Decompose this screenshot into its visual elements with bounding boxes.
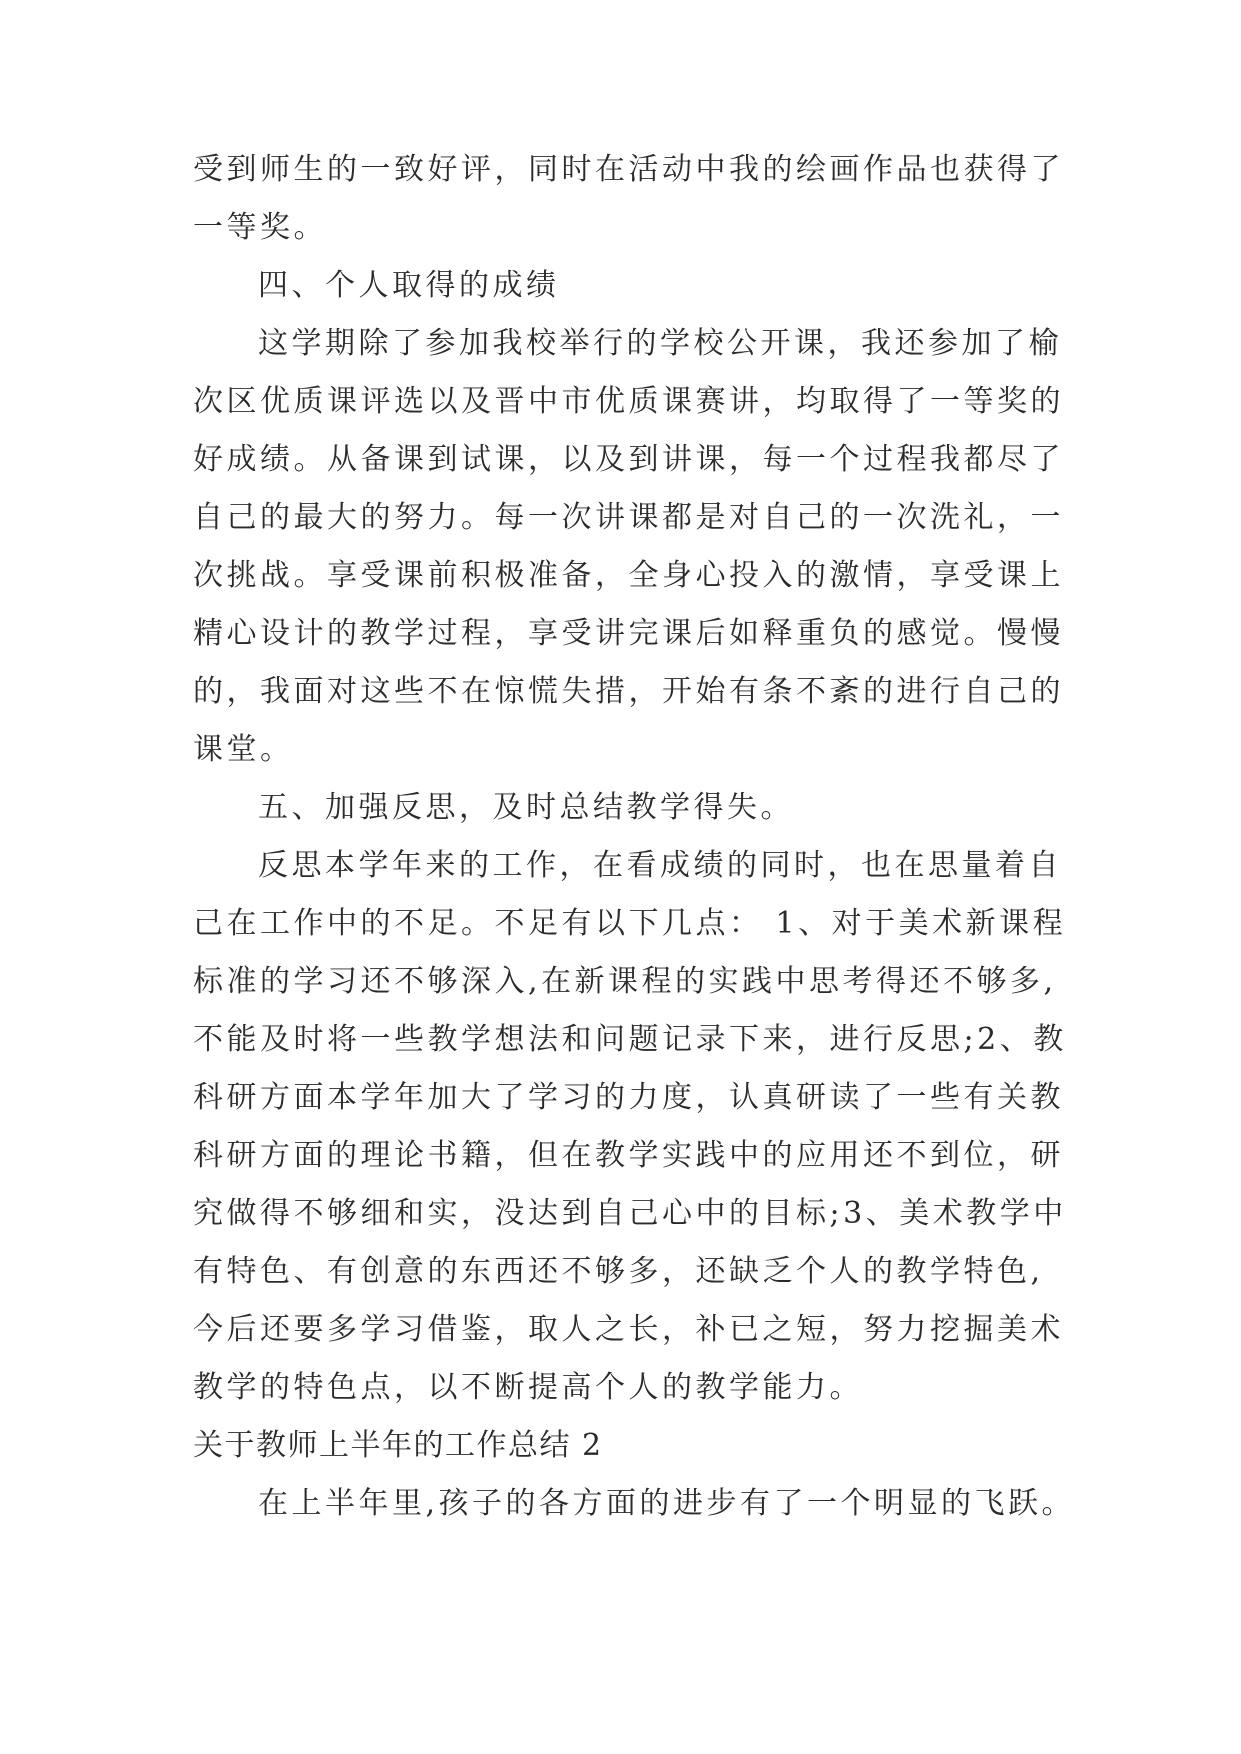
paragraph-line: 的，我面对这些不在惊慌失措，开始有条不紊的进行自己的 bbox=[193, 674, 1064, 709]
paragraph-line: 反思本学年来的工作，在看成绩的同时，也在思量着自 bbox=[258, 848, 1062, 883]
paragraph-line: 有特色、有创意的东西还不够多，还缺乏个人的教学特色, bbox=[193, 1254, 1044, 1289]
paragraph-line: 教学的特色点，以不断提高个人的教学能力。 bbox=[193, 1370, 863, 1405]
paragraph-line: 科研方面本学年加大了学习的力度，认真研读了一些有关教 bbox=[193, 1080, 1064, 1115]
paragraph-line: 在上半年里,孩子的各方面的进步有了一个明显的飞跃。 bbox=[258, 1486, 1076, 1521]
paragraph-line: 己在工作中的不足。不足有以下几点： 1、对于美术新课程 bbox=[193, 906, 1067, 941]
section-heading-4: 四、个人取得的成绩 bbox=[258, 268, 560, 303]
paragraph-line: 究做得不够细和实，没达到自己心中的目标;3、美术教学中 bbox=[193, 1196, 1067, 1231]
paragraph-line: 这学期除了参加我校举行的学校公开课，我还参加了榆 bbox=[258, 326, 1062, 361]
paragraph-line: 自己的最大的努力。每一次讲课都是对自己的一次洗礼，一 bbox=[193, 500, 1064, 535]
paragraph-line: 标准的学习还不够深入,在新课程的实践中思考得还不够多, bbox=[193, 964, 1057, 999]
paragraph-line: 好成绩。从备课到试课，以及到讲课，每一个过程我都尽了 bbox=[193, 442, 1064, 477]
paragraph-line: 不能及时将一些教学想法和问题记录下来，进行反思;2、教 bbox=[193, 1022, 1067, 1057]
paragraph-line: 科研方面的理论书籍，但在教学实践中的应用还不到位，研 bbox=[193, 1138, 1064, 1173]
document-title: 关于教师上半年的工作总结 2 bbox=[193, 1428, 603, 1463]
paragraph-line: 次挑战。享受课前积极准备，全身心投入的激情，享受课上 bbox=[193, 558, 1064, 593]
paragraph-line: 一等奖。 bbox=[193, 210, 327, 245]
paragraph-line: 课堂。 bbox=[193, 732, 294, 767]
paragraph-line: 受到师生的一致好评，同时在活动中我的绘画作品也获得了 bbox=[193, 152, 1064, 187]
section-heading-5: 五、加强反思，及时总结教学得失。 bbox=[258, 790, 794, 825]
paragraph-line: 次区优质课评选以及晋中市优质课赛讲，均取得了一等奖的 bbox=[193, 384, 1064, 419]
paragraph-line: 今后还要多学习借鉴，取人之长，补已之短，努力挖掘美术 bbox=[193, 1312, 1064, 1347]
paragraph-line: 精心设计的教学过程，享受讲完课后如释重负的感觉。慢慢 bbox=[193, 616, 1064, 651]
